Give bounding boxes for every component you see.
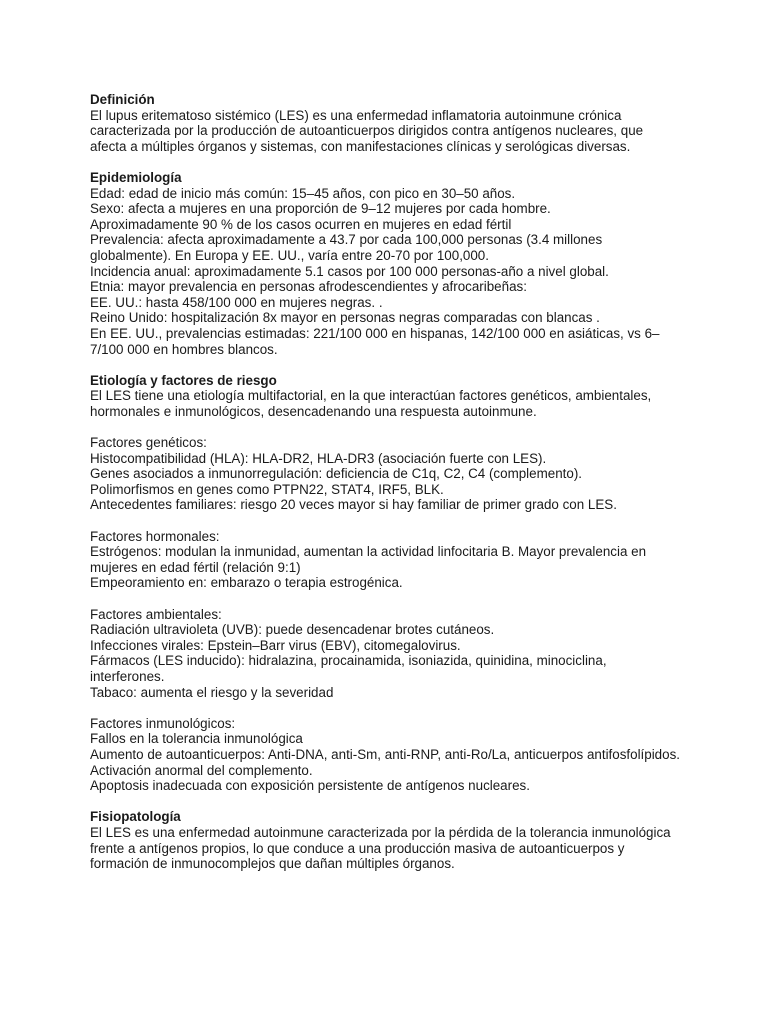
text-line: Incidencia anual: aproximadamente 5.1 casos por 100 000 personas-año a nivel global. xyxy=(90,263,609,279)
text-line: EE. UU.: hasta 458/100 000 en mujeres negras. . xyxy=(90,294,383,310)
section-heading: Etiología y factores de riesgo xyxy=(90,372,277,388)
section-heading: Fisiopatología xyxy=(90,809,181,825)
text-line: Aumento de autoanticuerpos: Anti-DNA, anti-Sm, anti-RNP, anti-Ro/La, anticuerpos antifosfolípidos. xyxy=(90,746,680,762)
text-line: Apoptosis inadecuada con exposición persistente de antígenos nucleares. xyxy=(90,778,530,794)
subsection-title: Factores ambientales: xyxy=(90,606,222,622)
section-heading: Epidemiología xyxy=(90,169,182,185)
text-line: Antecedentes familiares: riesgo 20 veces mayor si hay familiar de primer grado con LES. xyxy=(90,497,617,513)
subsection-title: Factores inmunológicos: xyxy=(90,715,236,731)
text-line: Genes asociados a inmunorregulación: deficiencia de C1q, C2, C4 (complemento). xyxy=(90,466,582,482)
text-line: Estrógenos: modulan la inmunidad, aumentan la actividad linfocitaria B. Mayor prevalencia en mujeres en edad fértil (relación 9:1) xyxy=(90,544,647,575)
text-line: Histocompatibilidad (HLA): HLA-DR2, HLA-DR3 (asociación fuerte con LES). xyxy=(90,450,547,466)
section-epidemiologia xyxy=(90,170,680,357)
section-definicion xyxy=(90,92,680,154)
document-page xyxy=(90,92,680,887)
text-line: Prevalencia: afecta aproximadamente a 43.7 por cada 100,000 personas (3.4 millones globalmente). En Europa y EE. UU., varía entre 20-70 por 100,000. xyxy=(90,232,603,263)
text-line: Edad: edad de inicio más común: 15–45 años, con pico en 30–50 años. xyxy=(90,185,516,201)
subsection-factores-inmunologicos xyxy=(90,716,680,794)
text-line: Empeoramiento en: embarazo o terapia estrogénica. xyxy=(90,575,403,591)
text-line: Activación anormal del complemento. xyxy=(90,762,313,778)
subsection-title: Factores hormonales: xyxy=(90,528,220,544)
text-line: Aproximadamente 90 % de los casos ocurren en mujeres en edad fértil xyxy=(90,216,512,232)
text-line: En EE. UU., prevalencias estimadas: 221/100 000 en hispanas, 142/100 000 en asiáticas, vs 6–7/100 000 en hombres blancos. xyxy=(90,325,660,357)
paragraph: El LES tiene una etiología multifactorial, en la que interactúan factores genéticos, ambientales, hormonales e inmunológicos, desencadenando una respuesta autoinmune. xyxy=(90,388,652,419)
subsection-factores-geneticos xyxy=(90,435,680,513)
text-line: Polimorfismos en genes como PTPN22, STAT4, IRF5, BLK. xyxy=(90,481,444,497)
section-heading: Definición xyxy=(90,92,155,107)
text-line: Fármacos (LES inducido): hidralazina, procainamida, isoniazida, quinidina, minociclina, interferones. xyxy=(90,653,607,684)
section-fisiopatologia xyxy=(90,809,680,871)
text-line: Tabaco: aumenta el riesgo y la severidad xyxy=(90,684,334,700)
paragraph: El lupus eritematoso sistémico (LES) es una enfermedad inflamatoria autoinmune crónica caracterizada por la producción de autoanticuerpos dirigidos contra antígenos nucleares, que afecta a múltiples órganos y sistemas, con manifestaciones clínicas y serológicas diversas. xyxy=(90,107,644,154)
text-line: Etnia: mayor prevalencia en personas afrodescendientes y afrocaribeñas: xyxy=(90,279,527,295)
text-line: Infecciones virales: Epstein–Barr virus (EBV), citomegalovirus. xyxy=(90,637,461,653)
subsection-factores-hormonales xyxy=(90,529,680,591)
text-line: Fallos en la tolerancia inmunológica xyxy=(90,731,303,747)
subsection-title: Factores genéticos: xyxy=(90,435,207,451)
paragraph: El LES es una enfermedad autoinmune caracterizada por la pérdida de la tolerancia inmunológica frente a antígenos propios, lo que conduce a una producción masiva de autoanticuerpos y formación de inmunocomplejos que dañan múltiples órganos. xyxy=(90,824,671,872)
subsection-factores-ambientales xyxy=(90,607,680,701)
section-etiologia xyxy=(90,373,680,794)
text-line: Reino Unido: hospitalización 8x mayor en personas negras comparadas con blancas . xyxy=(90,310,600,326)
text-line: Radiación ultravioleta (UVB): puede desencadenar brotes cutáneos. xyxy=(90,622,495,638)
text-line: Sexo: afecta a mujeres en una proporción de 9–12 mujeres por cada hombre. xyxy=(90,201,551,217)
